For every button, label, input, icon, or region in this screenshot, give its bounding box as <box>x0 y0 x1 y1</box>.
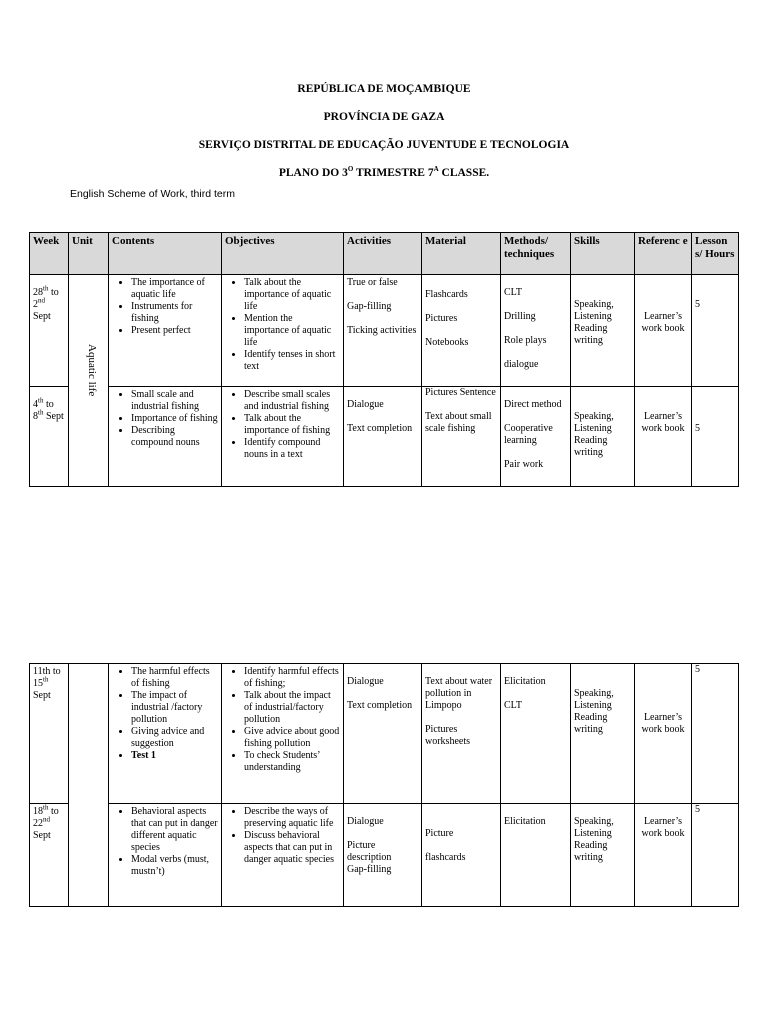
week-cell: 28th to 2nd Sept <box>30 275 69 387</box>
list-item: • Give advice about good fishing pollution <box>244 726 340 750</box>
material-cell: Flashcards Pictures Notebooks <box>422 275 501 387</box>
col-activities: Activities <box>344 233 422 275</box>
lessons-cell: 5 <box>692 664 739 804</box>
reference-cell: Learner’s work book <box>635 275 692 387</box>
activities-cell: Dialogue Text completion <box>344 387 422 487</box>
col-week: Week <box>30 233 69 275</box>
material-cell: Pictures Sentence Text about small scale fishing <box>422 387 501 487</box>
reference-cell: Learner’s work book <box>635 664 692 804</box>
table-row <box>30 275 739 387</box>
list-item: • Identify compound nouns in a text <box>244 437 340 461</box>
plan-prefix: PLANO DO 3 <box>278 167 348 179</box>
objectives-cell <box>222 804 344 907</box>
list-item: • Identify tenses in short text <box>244 349 340 373</box>
plan-mid: TRIMESTRE 7 <box>353 167 434 179</box>
col-contents: Contents <box>109 233 222 275</box>
plan-sup-term: O <box>347 165 354 174</box>
header-province: PROVÍNCIA DE GAZA <box>323 111 445 123</box>
col-unit: Unit <box>69 233 109 275</box>
objectives-cell <box>222 664 344 804</box>
methods-cell: Direct method Cooperative learning Pair work <box>501 387 571 487</box>
header-plan <box>0 166 768 180</box>
methods-cell: Elicitation CLT <box>501 664 571 804</box>
list-item: • Importance of fishing <box>131 413 218 425</box>
week-cell: 11th to 15th Sept <box>30 664 69 804</box>
lessons-cell: 5 <box>692 387 739 487</box>
list-item: • Small scale and industrial fishing <box>131 389 218 413</box>
contents-cell <box>109 804 222 907</box>
list-item: • Talk about the importance of aquatic life <box>244 277 340 313</box>
list-item: • Identify harmful effects of fishing; <box>244 666 340 690</box>
week-cell: 18th to 22nd Sept <box>30 804 69 907</box>
methods-cell: CLT Drilling Role plays dialogue <box>501 275 571 387</box>
skills-cell: Speaking, Listening Reading writing <box>571 664 635 804</box>
header-service: SERVIÇO DISTRITAL DE EDUCAÇÃO JUVENTUDE E TECNOLOGIA <box>198 139 570 151</box>
list-item: • Talk about the impact of industrial/factory pollution <box>244 690 340 726</box>
reference-cell: Learner’s work book <box>635 804 692 907</box>
list-item: • Modal verbs (must, mustn’t) <box>131 854 218 878</box>
activities-cell: Dialogue Picture description Gap-filling <box>344 804 422 907</box>
scheme-table-page2 <box>29 663 739 907</box>
methods-cell: Elicitation <box>501 804 571 907</box>
skills-cell: Speaking, Listening Reading writing <box>571 387 635 487</box>
unit-cell <box>69 664 109 804</box>
scheme-table-page1 <box>29 232 739 487</box>
unit-label: Aquatic life <box>86 344 98 397</box>
contents-cell <box>109 664 222 804</box>
list-item: • The impact of industrial /factory pollution <box>131 690 218 726</box>
reference-cell: Learner’s work book <box>635 387 692 487</box>
col-lessons: Lesson s/ Hours <box>692 233 739 275</box>
table-row <box>30 664 739 804</box>
objectives-cell <box>222 275 344 387</box>
col-methods: Methods/ techniques <box>501 233 571 275</box>
list-item: • Discuss behavioral aspects that can put in danger aquatic species <box>244 830 340 866</box>
skills-cell: Speaking, Listening Reading writing <box>571 804 635 907</box>
contents-cell <box>109 387 222 487</box>
week-cell: 4th to 8th Sept <box>30 387 69 487</box>
table-row <box>30 387 739 487</box>
unit-cell <box>69 804 109 907</box>
table-header-row <box>30 233 739 275</box>
skills-cell: Speaking, Listening Reading writing <box>571 275 635 387</box>
col-skills: Skills <box>571 233 635 275</box>
plan-suffix: CLASSE. <box>438 167 490 179</box>
list-item: • The harmful effects of fishing <box>131 666 218 690</box>
header-republic: REPÚBLICA DE MOÇAMBIQUE <box>297 83 471 95</box>
list-item: • Describe the ways of preserving aquatic life <box>244 806 340 830</box>
list-item: • Behavioral aspects that can put in danger different aquatic species <box>131 806 218 854</box>
scheme-subtitle: English Scheme of Work, third term <box>70 188 235 200</box>
activities-cell: True or false Gap-filling Ticking activities <box>344 275 422 387</box>
lessons-cell: 5 <box>692 804 739 907</box>
list-item: • Describe small scales and industrial fishing <box>244 389 340 413</box>
unit-cell <box>69 344 109 487</box>
material-cell: Text about water pollution in Limpopo Pictures worksheets <box>422 664 501 804</box>
col-material: Material <box>422 233 501 275</box>
list-item: • Instruments for fishing <box>131 301 218 325</box>
list-item: • The importance of aquatic life <box>131 277 218 301</box>
col-objectives: Objectives <box>222 233 344 275</box>
lessons-cell: 5 <box>692 275 739 387</box>
list-item: • Describing compound nouns <box>131 425 218 449</box>
activities-cell: Dialogue Text completion <box>344 664 422 804</box>
material-cell: Picture flashcards <box>422 804 501 907</box>
table-row <box>30 804 739 907</box>
objectives-cell <box>222 387 344 487</box>
col-reference: Referenc e <box>635 233 692 275</box>
list-item: • To check Students’ understanding <box>244 750 340 774</box>
list-item: • Mention the importance of aquatic life <box>244 313 340 349</box>
list-item: • Test 1 <box>131 750 218 762</box>
list-item: • Giving advice and suggestion <box>131 726 218 750</box>
plan-sup-class: A <box>433 165 439 174</box>
contents-cell <box>109 275 222 387</box>
list-item: • Talk about the importance of fishing <box>244 413 340 437</box>
list-item: • Present perfect <box>131 325 218 337</box>
